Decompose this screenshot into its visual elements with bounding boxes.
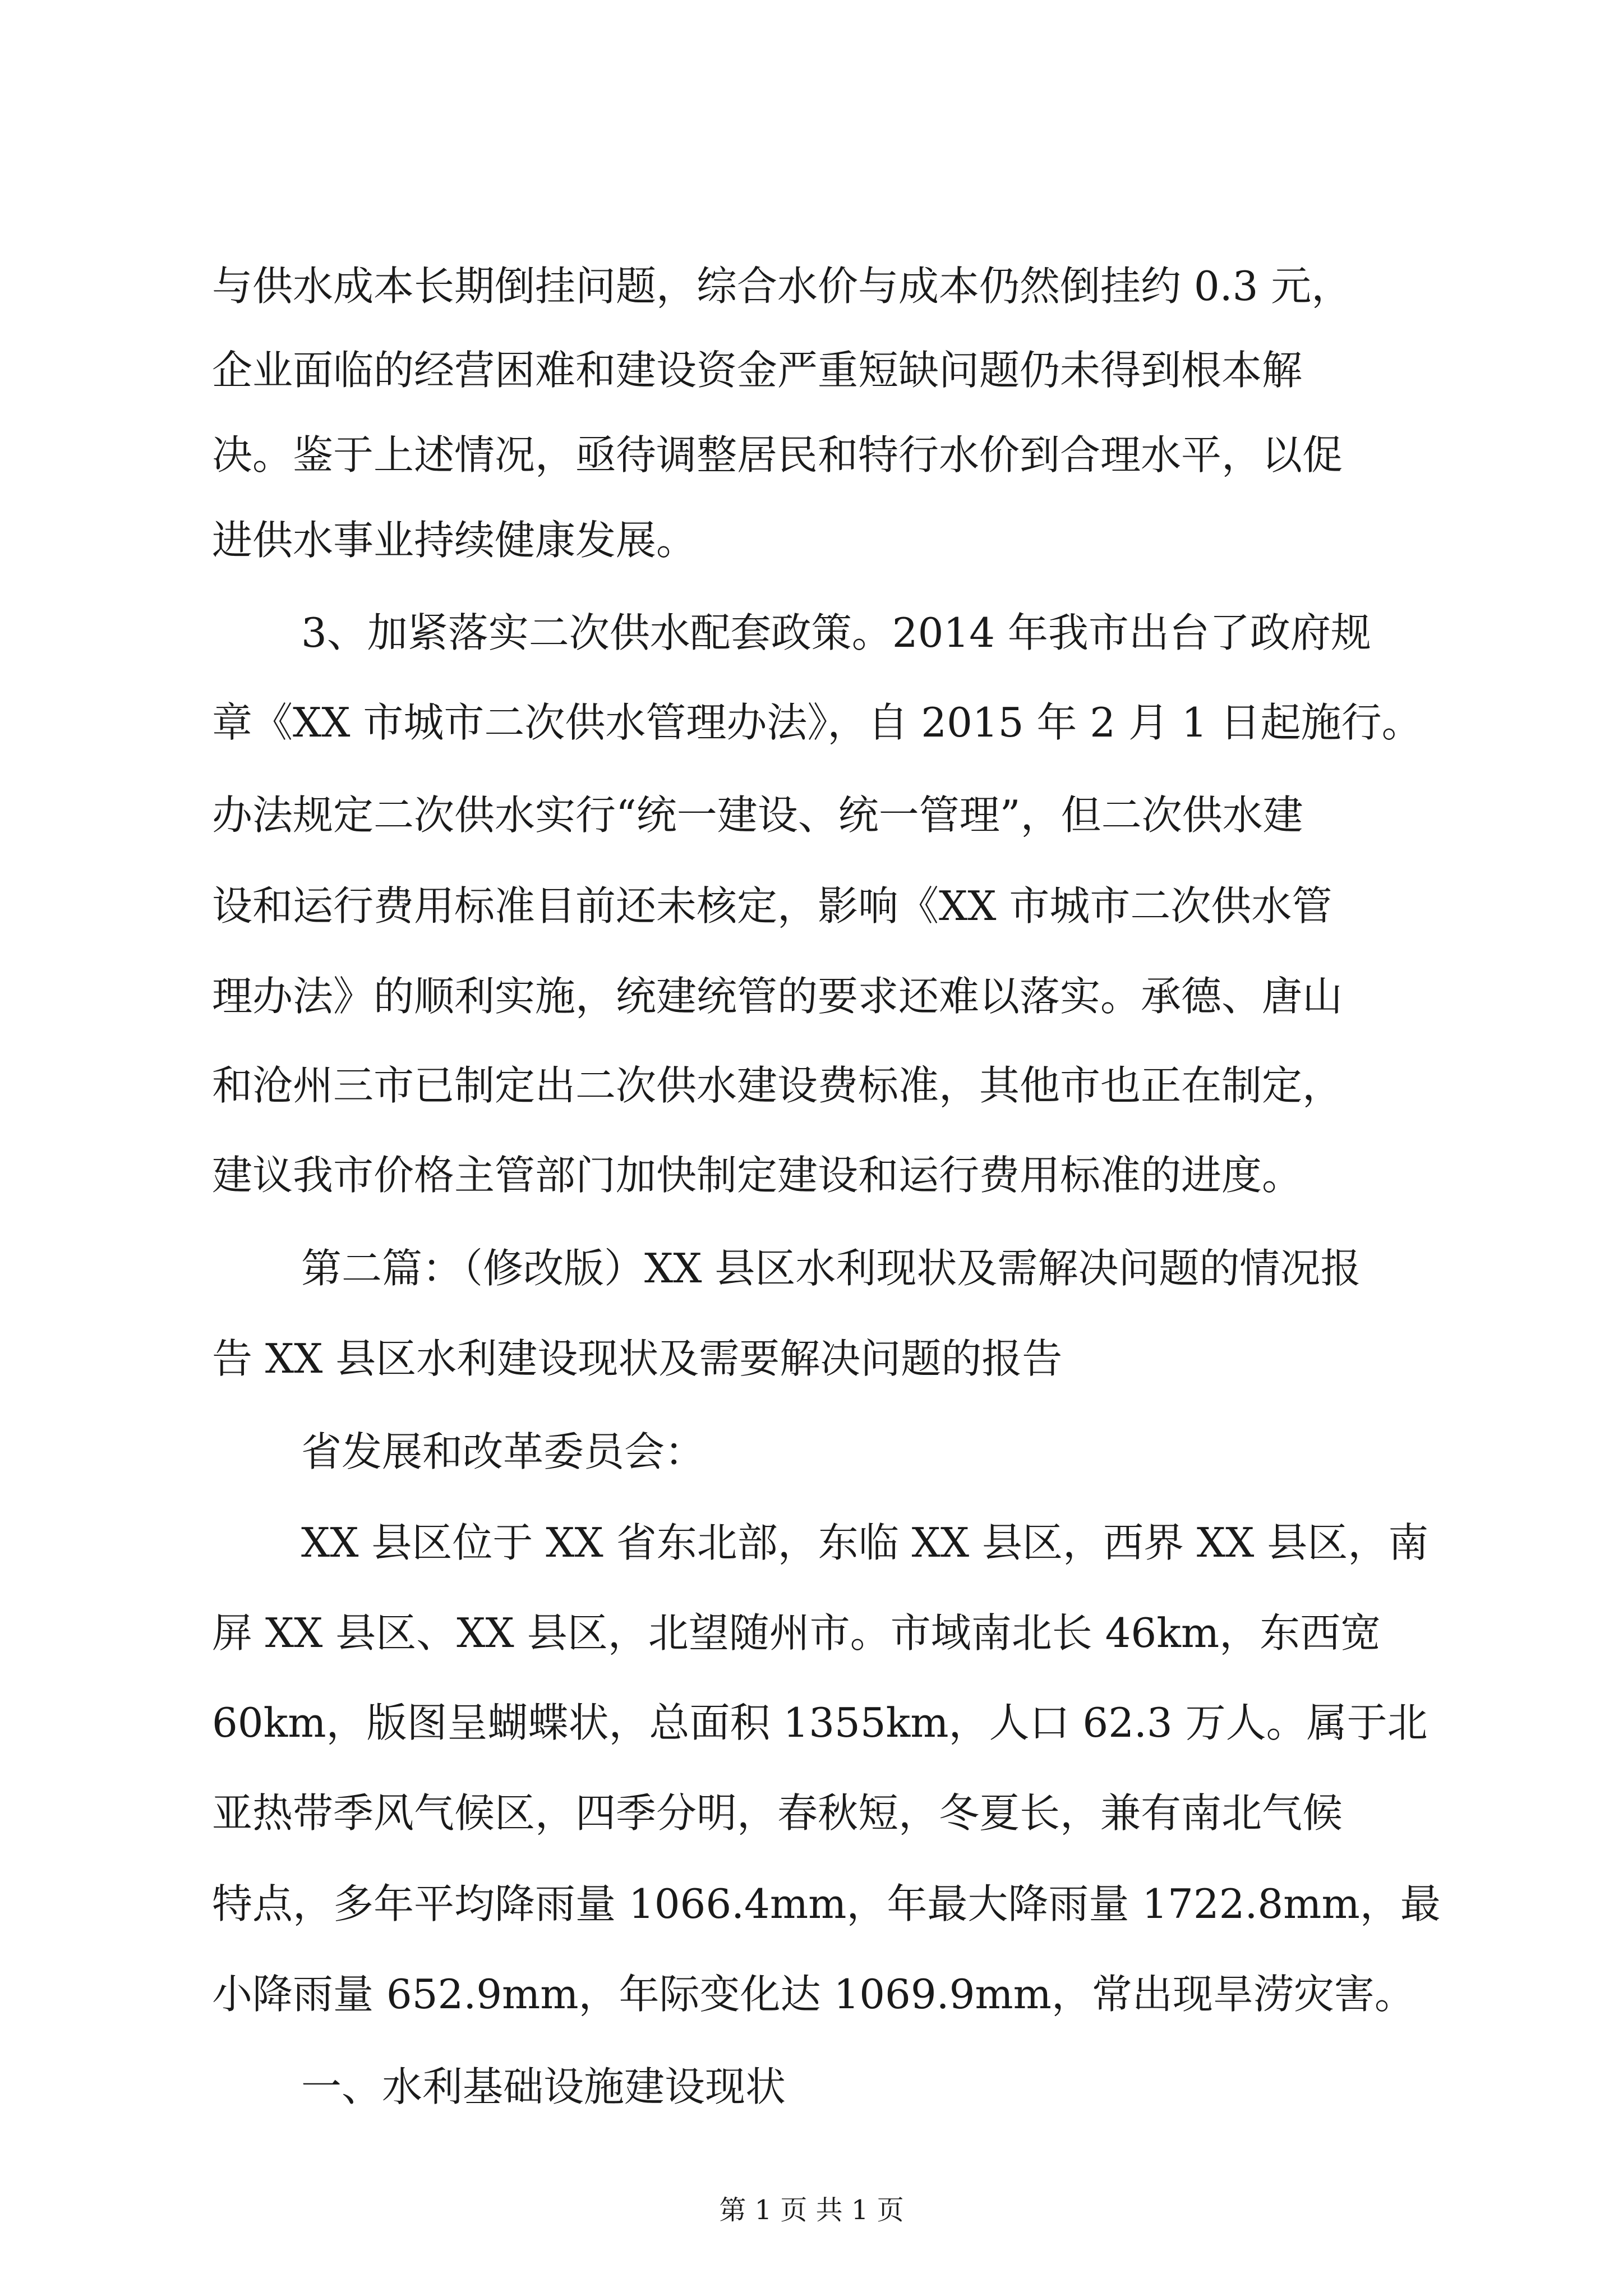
page-number-footer: 第 1 页 共 1 页 bbox=[719, 2194, 904, 2226]
paragraph-first-line: XX 县区位于 XX 省东北部，东临 XX 县区，西界 XX 县区，南 bbox=[301, 1519, 1429, 1566]
text-line: 与供水成本长期倒挂问题，综合水价与成本仍然倒挂约 0.3 元， bbox=[212, 263, 1352, 310]
text-line: 企业面临的经营困难和建设资金严重短缺问题仍未得到根本解 bbox=[212, 347, 1303, 394]
text-line: 办法规定二次供水实行“统一建设、统一管理”，但二次供水建 bbox=[212, 792, 1303, 839]
text-line: 亚热带季风气候区，四季分明，春秋短，冬夏长，兼有南北气候 bbox=[212, 1789, 1343, 1837]
text-line: 建议我市价格主管部门加快制定建设和运行费用标准的进度。 bbox=[212, 1152, 1303, 1199]
text-line: 进供水事业持续健康发展。 bbox=[212, 517, 697, 564]
text-line: 小降雨量 652.9mm，年际变化达 1069.9mm，常出现旱涝灾害。 bbox=[212, 1971, 1415, 2018]
text-line: 和沧州三市已制定出二次供水建设费标准，其他市也正在制定， bbox=[212, 1062, 1343, 1109]
text-line: 章《XX 市城市二次供水管理办法》，自 2015 年 2 月 1 日起施行。 bbox=[212, 699, 1422, 746]
text-line: 屏 XX 县区、XX 县区，北望随州市。市域南北长 46km，东西宽 bbox=[212, 1609, 1381, 1657]
section-heading-line: 第二篇：（修改版）XX 县区水利现状及需解决问题的情况报 bbox=[301, 1245, 1361, 1292]
section-heading-line: 一、水利基础设施建设现状 bbox=[301, 2063, 786, 2110]
section-heading-line: 告 XX 县区水利建设现状及需要解决问题的报告 bbox=[212, 1335, 1063, 1382]
text-line: 特点，多年平均降雨量 1066.4mm，年最大降雨量 1722.8mm，最 bbox=[212, 1880, 1441, 1927]
text-line: 决。鉴于上述情况，亟待调整居民和特行水价到合理水平，以促 bbox=[212, 431, 1343, 478]
text-line: 60km，版图呈蝴蝶状，总面积 1355km，人口 62.3 万人。属于北 bbox=[212, 1699, 1428, 1746]
text-line: 设和运行费用标准目前还未核定，影响《XX 市城市二次供水管 bbox=[212, 882, 1332, 930]
text-line: 理办法》的顺利实施，统建统管的要求还难以落实。承德、唐山 bbox=[212, 973, 1343, 1020]
salutation-line: 省发展和改革委员会： bbox=[301, 1428, 706, 1475]
paragraph-first-line: 3、加紧落实二次供水配套政策。2014 年我市出台了政府规 bbox=[301, 609, 1371, 656]
